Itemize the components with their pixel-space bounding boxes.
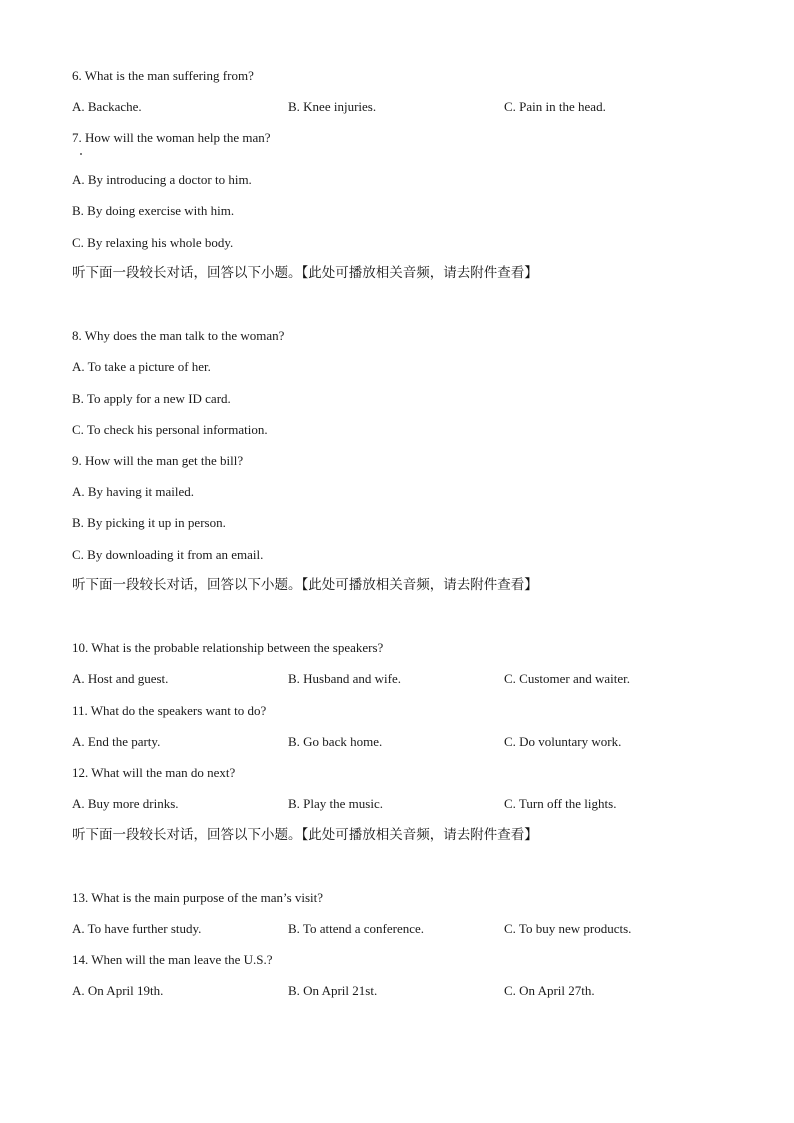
- question-13-options: [72, 921, 732, 937]
- question-14-stem: 14. When will the man leave the U.S.?: [72, 952, 273, 967]
- question-13-option-a: A. To have further study.: [72, 921, 202, 936]
- question-9-stem: 9. How will the man get the bill?: [72, 453, 244, 468]
- stray-dot-mark: [80, 153, 82, 155]
- question-9-option-c: C. By downloading it from an email.: [72, 547, 264, 562]
- question-11-option-c: C. Do voluntary work.: [504, 734, 622, 749]
- question-12-option-a: A. Buy more drinks.: [72, 796, 179, 811]
- question-14-option-b: B. On April 21st.: [288, 983, 378, 998]
- question-7-option-a: A. By introducing a doctor to him.: [72, 172, 252, 187]
- question-11-option-a: A. End the party.: [72, 734, 161, 749]
- question-12-options: [72, 796, 732, 812]
- question-6-option-c: C. Pain in the head.: [504, 99, 606, 114]
- question-14-option-c: C. On April 27th.: [504, 983, 595, 998]
- listening-instruction-2: 听下面一段较长对话，回答以下小题。【此处可播放相关音频，请去附件查看】: [72, 577, 538, 593]
- question-13-option-b: B. To attend a conference.: [288, 921, 425, 936]
- question-13-option-c: C. To buy new products.: [504, 921, 632, 936]
- question-14-options: [72, 983, 732, 999]
- question-8-option-c: C. To check his personal information.: [72, 422, 268, 437]
- question-7-option-b: B. By doing exercise with him.: [72, 203, 235, 218]
- question-14-option-a: A. On April 19th.: [72, 983, 164, 998]
- question-8-option-a: A. To take a picture of her.: [72, 359, 211, 374]
- listening-instruction-1: 听下面一段较长对话，回答以下小题。【此处可播放相关音频，请去附件查看】: [72, 265, 538, 281]
- question-10-option-b: B. Husband and wife.: [288, 671, 402, 686]
- question-10-option-c: C. Customer and waiter.: [504, 671, 631, 686]
- question-11-options: [72, 734, 732, 750]
- question-13-stem: 13. What is the main purpose of the man’s visit?: [72, 890, 324, 905]
- question-8-option-b: B. To apply for a new ID card.: [72, 391, 231, 406]
- question-6-option-b: B. Knee injuries.: [288, 99, 377, 114]
- question-7-stem: 7. How will the woman help the man?: [72, 130, 271, 145]
- question-7-option-c: C. By relaxing his whole body.: [72, 235, 234, 250]
- listening-instruction-3: 听下面一段较长对话，回答以下小题。【此处可播放相关音频，请去附件查看】: [72, 827, 538, 843]
- question-12-stem: 12. What will the man do next?: [72, 765, 236, 780]
- question-10-option-a: A. Host and guest.: [72, 671, 169, 686]
- question-12-option-b: B. Play the music.: [288, 796, 383, 811]
- question-11-option-b: B. Go back home.: [288, 734, 383, 749]
- question-9-option-a: A. By having it mailed.: [72, 484, 195, 499]
- question-10-stem: 10. What is the probable relationship between the speakers?: [72, 640, 384, 655]
- question-6-stem: 6. What is the man suffering from?: [72, 68, 254, 83]
- question-6-option-a: A. Backache.: [72, 99, 142, 114]
- question-9-option-b: B. By picking it up in person.: [72, 515, 226, 530]
- question-6-options: [72, 99, 732, 115]
- question-8-stem: 8. Why does the man talk to the woman?: [72, 328, 285, 343]
- question-11-stem: 11. What do the speakers want to do?: [72, 703, 267, 718]
- question-12-option-c: C. Turn off the lights.: [504, 796, 617, 811]
- question-10-options: [72, 671, 732, 687]
